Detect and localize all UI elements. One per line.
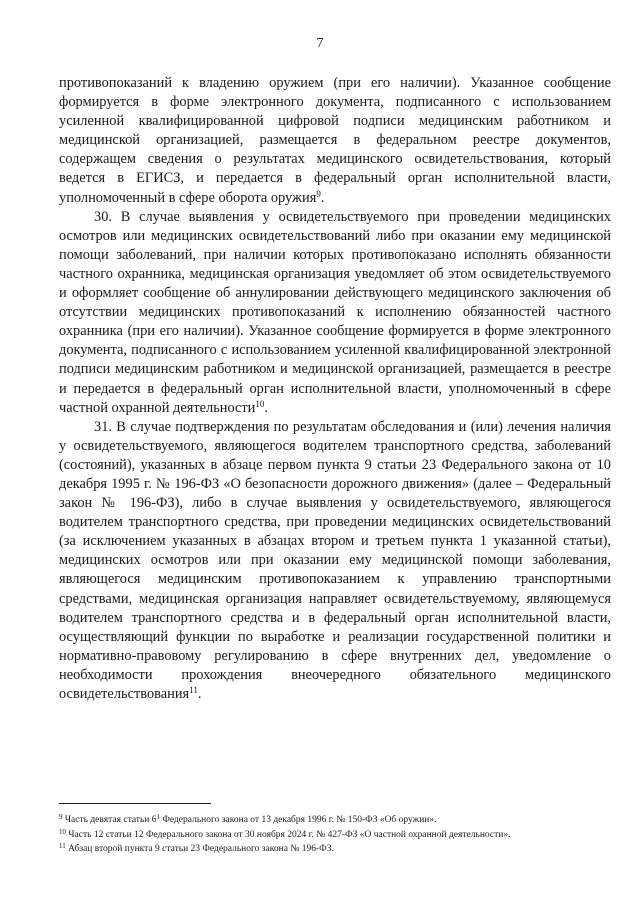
footnote-text: Абзац второй пункта 9 статьи 23 Федерального закона № 196-ФЗ. xyxy=(68,844,334,854)
document-body xyxy=(59,74,611,704)
footnote-text: Часть девятая статьи 6 xyxy=(64,815,157,825)
page-number: 7 xyxy=(316,36,324,51)
paragraph-30 xyxy=(59,208,611,418)
paragraph-tail: . xyxy=(197,686,202,702)
footnotes xyxy=(59,813,619,857)
footnote-mark: 9 xyxy=(59,813,63,821)
footnote-ref[interactable]: 9 xyxy=(316,188,321,199)
footnote-superscript: 1 xyxy=(156,813,160,821)
paragraph-text: противопоказаний к владению оружием (при его наличии). Указанное сообщение формируется в форме электронного документа, подписанного с использованием усиленной квалифицированной цифровой подписи медицинским работником и медицинской организацией, размещается в федеральном реестре документов, содержащем сведения о результатах медицинского освидетельствования, который ведется в ЕГИСЗ, и передается в федеральный орган исполнительной власти, уполномоченный в сфере оборота оружия xyxy=(59,75,611,206)
footnote-text-rest: Федерального закона от 13 декабря 1996 г. № 150-ФЗ «Об оружии». xyxy=(160,815,437,825)
footnote-mark: 10 xyxy=(59,827,66,836)
footnote-ref[interactable]: 11 xyxy=(189,685,198,695)
paragraph-text: 31. В случае подтверждения по результатам обследования и (или) лечения наличия у освидетельствуемого, являющегося водителем транспортного средства, заболеваний (состояний), указанных в абзаце первом пункта 9 статьи 23 Федерального закона от 10 декабря 1995 г. № 196-ФЗ «О безопасности дорожного движения» (далее – Федеральный закон № 196-ФЗ), либо в случае выявления у освидетельствуемого, являющегося водителем транспортного средства, при проведении медицинских освидетельствований (за исключением указанных в абзацах втором и третьем пункта 1 указанной статьи), медицинских осмотров или при оказании ему медицинской помощи заболевания, являющегося медицинским противопоказанием к управлению транспортными средствами, медицинская организация направляет освидетельствуемому, являющемуся водителем транспортного средства и в федеральный орган исполнительной власти, осуществляющий функции по выработке и реализации государственной политики и нормативно-правовому регулированию в сфере внутренних дел, уведомление о необходимости прохождения внеочередного обязательного медицинского освидетельствования xyxy=(59,418,611,702)
paragraph-tail: . xyxy=(320,189,325,206)
paragraph-31 xyxy=(59,418,611,704)
footnote-mark: 11 xyxy=(59,842,66,850)
paragraph-continuation xyxy=(59,74,611,208)
footnote-ref[interactable]: 10 xyxy=(255,398,265,409)
paragraph-tail: . xyxy=(264,399,268,416)
footnote-divider xyxy=(59,803,211,804)
footnote-item xyxy=(59,813,619,828)
paragraph-text: 30. В случае выявления у освидетельствуемого при проведении медицинских осмотров или медицинских освидетельствований либо при оказании ему медицинской помощи заболеваний, при наличии которых противопоказано исполнять обязанности частного охранника, медицинская организация уведомляет об этом освидетельствуемого и оформляет сообщение об аннулировании действующего медицинского заключения об отсутствии медицинских противопоказаний к исполнению обязанностей частного охранника (при его наличии). Указанное сообщение формируется в форме электронного документа, подписанного с использованием усиленной квалифицированной электронной подписи медицинским работником и медицинской организацией, размещается в реестре и передается в федеральный орган исполнительной власти, уполномоченный в сфере частной охранной деятельности xyxy=(59,208,611,416)
footnote-item xyxy=(59,828,619,843)
footnote-text: Часть 12 статьи 12 Федерального закона от 30 ноября 2024 г. № 427-ФЗ «О частной охранной деятельности». xyxy=(68,829,511,840)
footnote-item xyxy=(59,842,619,857)
